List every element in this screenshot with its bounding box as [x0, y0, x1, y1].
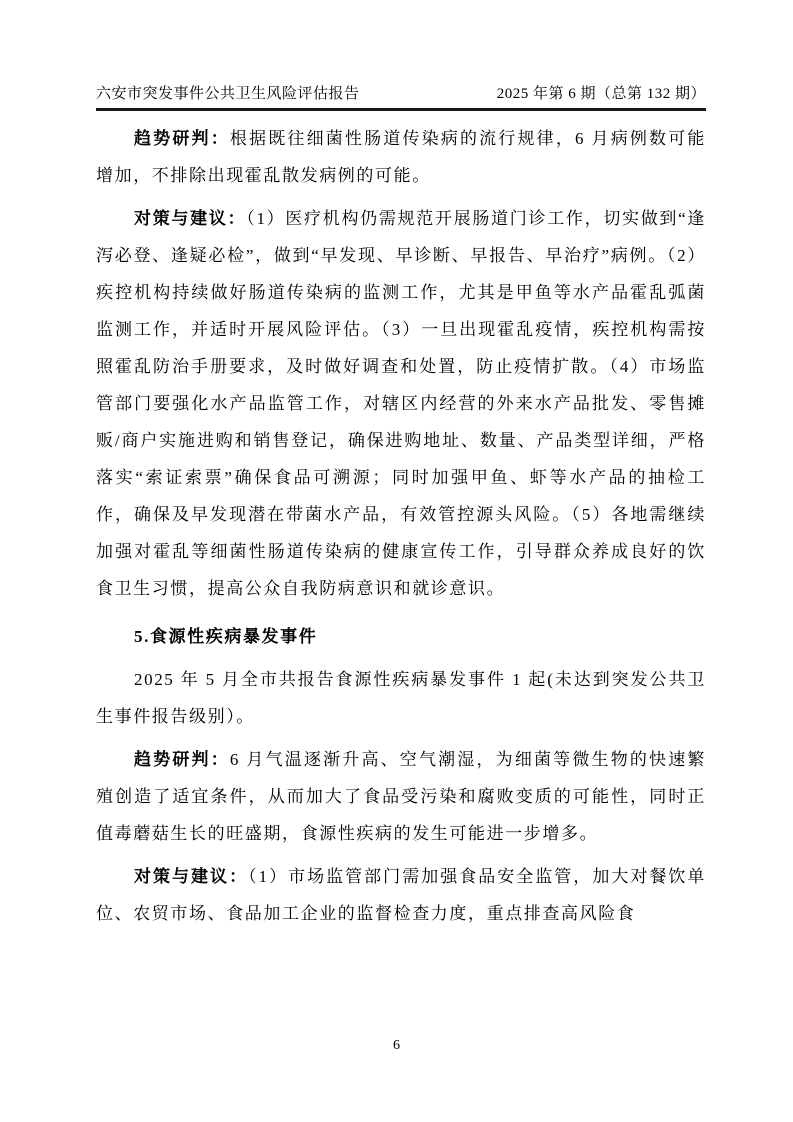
paragraph-lead: 对策与建议：: [134, 867, 249, 886]
paragraph-text: （1）医疗机构仍需规范开展肠道门诊工作，切实做到“逢泻必登、逢疑必检”，做到“早发现、早诊断、早报告、早治疗”病例。（2）疾控机构持续做好肠道传染病的监测工作，尤其是甲鱼等水产品霍乱弧菌监测工作，并适时开展风险评估。（3）一旦出现霍乱疫情，疾控机构需按照霍乱防治手册要求，及时做好调查和处置，防止疫情扩散。（4）市场监管部门要强化水产品监管工作，对辖区内经营的外来水产品批发、零售摊贩/商户实施进购和销售登记，确保进购地址、数量、产品类型详细，严格落实“索证索票”确保食品可溯源；同时加强甲鱼、虾等水产品的抽检工作，确保及早发现潜在带菌水产品，有效管控源头风险。（5）各地需继续加强对霍乱等细菌性肠道传染病的健康宣传工作，引导群众养成良好的饮食卫生习惯，提高公众自我防病意识和就诊意识。: [96, 209, 706, 598]
paragraph-measures-1: [96, 200, 706, 607]
document-body: [96, 120, 706, 932]
paragraph-text: 2025 年 5 月全市共报告食源性疾病暴发事件 1 起(未达到突发公共卫生事件报告级别）。: [96, 670, 706, 726]
paragraph-text: （1）市场监管部门需加强食品安全监管，加大对餐饮单位、农贸市场、食品加工企业的监督检查力度，重点排查高风险食: [96, 867, 706, 923]
paragraph-trend-2: [96, 741, 706, 852]
paragraph-lead: 趋势研判：: [134, 750, 230, 769]
paragraph-trend-1: [96, 120, 706, 194]
header-title: 六安市突发事件公共卫生风险评估报告: [96, 86, 360, 102]
page-footer: [0, 1036, 793, 1056]
paragraph-lead: 对策与建议：: [134, 209, 247, 228]
paragraph-measures-2: [96, 858, 706, 932]
page-number: 6: [393, 1038, 400, 1053]
paragraph-text: 6 月气温逐渐升高、空气潮湿，为细菌等微生物的快速繁殖创造了适宜条件，从而加大了食品受污染和腐败变质的可能性，同时正值毒蘑菇生长的旺盛期，食源性疾病的发生可能进一步增多。: [96, 750, 706, 843]
header-issue: 2025 年第 6 期（总第 132 期）: [496, 86, 706, 102]
paragraph-lead: 趋势研判：: [134, 129, 230, 148]
paragraph-report: [96, 661, 706, 735]
section-heading: 5.食源性疾病暴发事件: [134, 627, 318, 646]
page-header: [96, 84, 706, 111]
paragraph-text: 根据既往细菌性肠道传染病的流行规律，6 月病例数可能增加，不排除出现霍乱散发病例的可能。: [96, 129, 706, 185]
